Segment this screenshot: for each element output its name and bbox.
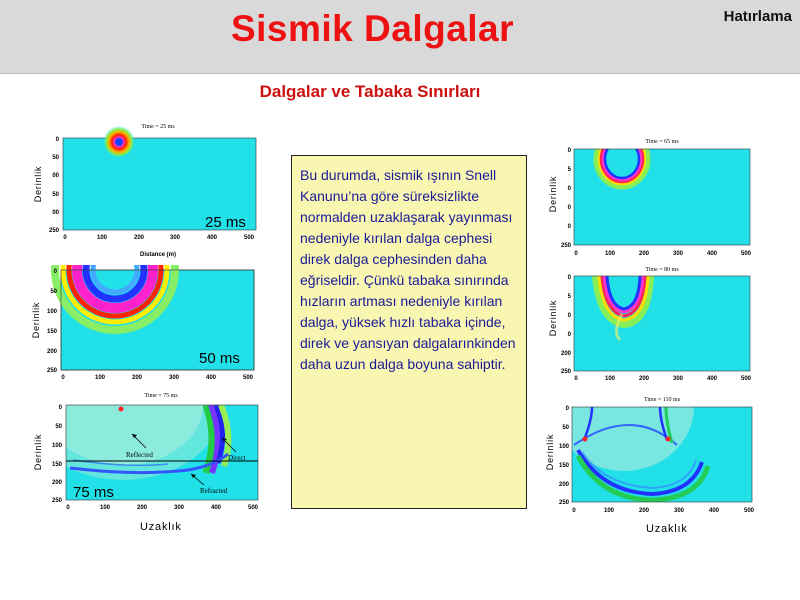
x-tick: 100	[603, 508, 615, 514]
y-tick: 0	[567, 224, 571, 230]
plot-title: Time = 110 ms	[643, 397, 681, 403]
y-tick: 0	[55, 137, 59, 143]
y-tick: 50	[52, 192, 59, 198]
x-tick: 200	[638, 508, 650, 514]
y-tick: 0	[567, 186, 571, 192]
y-tick: 200	[560, 351, 571, 357]
wave-plot-25ms	[28, 118, 263, 262]
y-tick: 100	[46, 309, 57, 315]
y-tick: 0	[567, 275, 571, 281]
x-tick: 300	[672, 376, 684, 382]
annotation-refracted: Refracted	[200, 487, 228, 495]
head-wave-point	[666, 437, 671, 442]
source-point	[115, 138, 123, 146]
y-tick: 250	[560, 369, 571, 375]
x-axis-caption-left: Uzaklık	[140, 521, 182, 533]
y-tick: 150	[558, 463, 569, 469]
plot-title: Time = 25 ms	[141, 124, 175, 130]
annotation-reflected: Reflected	[126, 451, 153, 459]
x-tick: 200	[133, 235, 145, 241]
wave-plot-80ms	[542, 262, 754, 382]
y-tick: 00	[52, 173, 59, 179]
y-tick: 50	[55, 424, 62, 430]
x-tick: 400	[205, 375, 217, 381]
x-tick: 300	[168, 375, 180, 381]
y-tick: 50	[52, 155, 59, 161]
x-tick: 500	[243, 235, 255, 241]
x-tick: 500	[740, 376, 752, 382]
x-tick: 400	[706, 251, 718, 257]
page-title: Sismik Dalgalar	[230, 8, 515, 49]
y-axis-label: Derinlik	[545, 433, 555, 471]
x-tick: 200	[131, 375, 143, 381]
y-tick: 0	[58, 405, 62, 411]
y-tick: 5	[567, 294, 571, 300]
y-tick: 250	[558, 500, 569, 506]
plot-title: Time = 80 ms	[645, 267, 679, 273]
source-point	[119, 407, 124, 412]
wave-plot-110ms	[542, 390, 757, 515]
x-tick: 400	[210, 505, 222, 511]
x-tick: 300	[173, 505, 185, 511]
y-tick: 200	[51, 480, 62, 486]
x-tick: 200	[638, 251, 650, 257]
time-label: 75 ms	[73, 484, 114, 501]
y-tick: 0	[567, 313, 571, 319]
x-tick: 100	[99, 505, 111, 511]
x-axis-caption-right: Uzaklık	[646, 523, 688, 535]
x-tick: 0	[63, 235, 67, 241]
x-tick: 200	[136, 505, 148, 511]
corner-tag: Hatırlama	[723, 8, 792, 25]
y-tick: 5	[567, 167, 571, 173]
x-tick: 0	[572, 508, 576, 514]
y-axis-label: Derinlik	[33, 165, 43, 203]
head-wave-point	[583, 437, 588, 442]
plot-title: Time = 65 ms	[645, 139, 679, 145]
x-tick: 400	[706, 376, 718, 382]
x-tick: 400	[708, 508, 720, 514]
x-tick: 100	[96, 235, 108, 241]
y-tick: 0	[565, 406, 569, 412]
y-axis-label: Derinlik	[33, 433, 43, 471]
wave-plot-65ms	[542, 134, 754, 259]
explanation-text: Bu durumda, sismik ışının Snell Kanunu’na göre süreksizlikte normalden uzaklaşarak yayınması nedeniyle kırılan dalga cephesi direk dalga cephesinden daha eğriseldir. Çünkü tabaka sınırında hızların artması nedeniyle kırılan dalga, yüksek hızlı tabaka içinde, direk ve yansıyan dalgalarınkinden daha uzun dalga boyuna sahiptir.	[300, 167, 516, 372]
y-tick: 0	[567, 205, 571, 211]
y-tick: 00	[52, 210, 59, 216]
x-tick: 0	[61, 375, 65, 381]
section-subtitle: Dalgalar ve Tabaka Sınırları	[259, 82, 481, 101]
x-tick: 500	[740, 251, 752, 257]
y-tick: 250	[51, 498, 62, 504]
wave-plot-75ms	[28, 388, 263, 518]
y-tick: 0	[53, 269, 57, 275]
x-tick: 0	[574, 376, 578, 382]
time-label: 50 ms	[199, 350, 240, 367]
y-tick: 150	[51, 462, 62, 468]
y-axis-label: Derinlik	[548, 299, 558, 337]
x-tick: 100	[604, 251, 616, 257]
y-tick: 200	[46, 349, 57, 355]
y-tick: 250	[560, 243, 571, 249]
x-tick: 0	[66, 505, 70, 511]
x-tick: 500	[743, 508, 755, 514]
y-tick: 0	[567, 148, 571, 154]
explanation-box	[291, 155, 527, 509]
x-tick: 300	[169, 235, 181, 241]
y-tick: 50	[50, 289, 57, 295]
y-tick: 200	[558, 482, 569, 488]
y-axis-label: Derinlik	[31, 301, 41, 339]
x-tick: 500	[242, 375, 254, 381]
x-tick: 500	[247, 505, 259, 511]
x-tick: 200	[638, 376, 650, 382]
plot-title: Time = 75 ms	[144, 393, 178, 399]
y-tick: 0	[567, 332, 571, 338]
x-tick: 400	[206, 235, 218, 241]
x-tick: 300	[673, 508, 685, 514]
annotation-direct: Direct	[228, 454, 246, 462]
x-tick: 100	[604, 376, 616, 382]
x-tick: 0	[574, 251, 578, 257]
wave-plot-50ms	[28, 265, 263, 385]
y-tick: 100	[558, 444, 569, 450]
time-label: 25 ms	[205, 214, 246, 231]
y-tick: 250	[46, 368, 57, 374]
x-tick: 300	[672, 251, 684, 257]
y-tick: 50	[562, 425, 569, 431]
y-tick: 100	[51, 443, 62, 449]
x-tick: 100	[94, 375, 106, 381]
y-axis-label: Derinlik	[548, 175, 558, 213]
x-axis-label: Distance (m)	[139, 252, 177, 258]
y-tick: 250	[48, 228, 59, 234]
y-tick: 150	[46, 329, 57, 335]
